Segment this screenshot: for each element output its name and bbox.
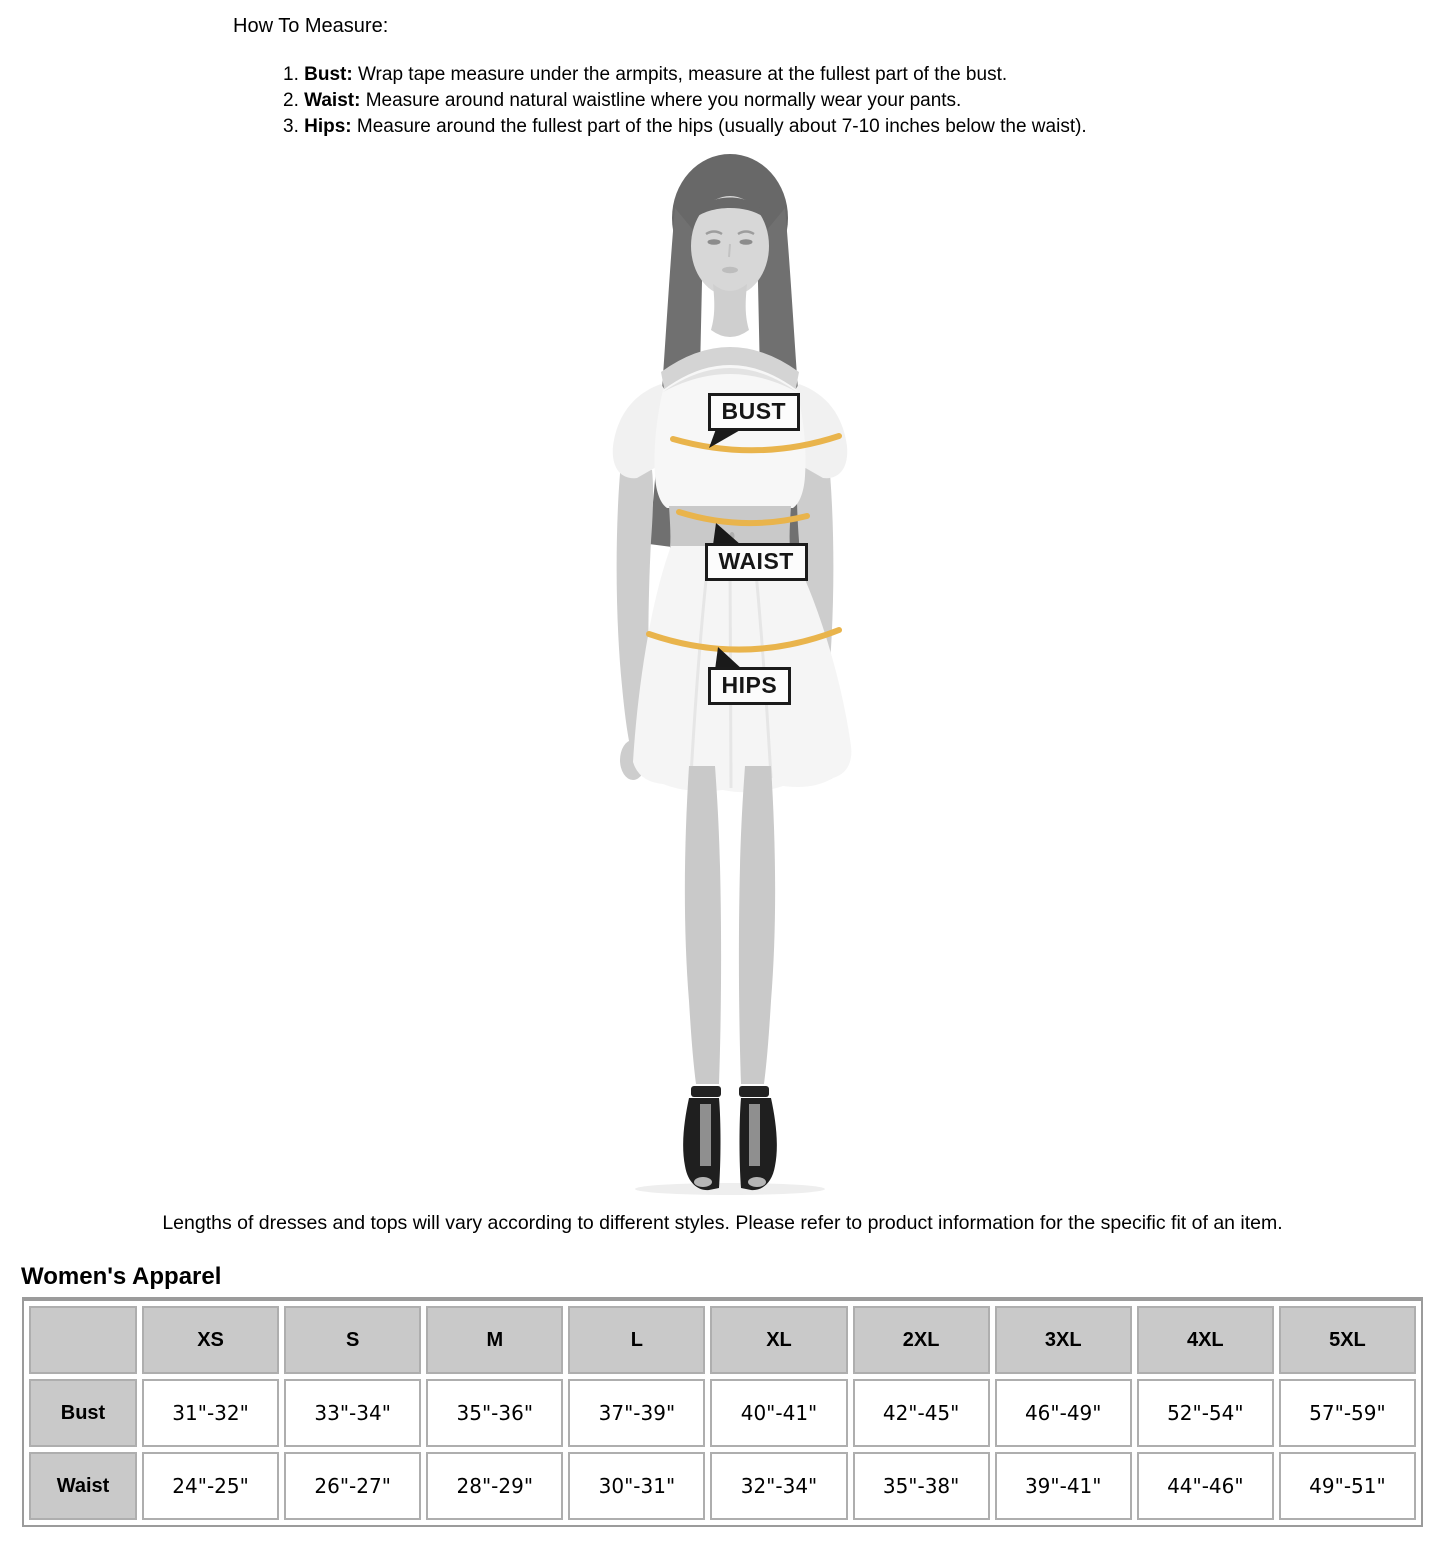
- hips-callout-label: HIPS: [708, 667, 792, 705]
- measure-steps-list: [283, 62, 1445, 140]
- size-value-cell: 28"-29": [426, 1452, 563, 1520]
- size-column-header: 3XL: [995, 1306, 1132, 1374]
- measure-step: 3. Hips: Measure around the fullest part of the hips (usually about 7-10 inches below the waist).: [283, 116, 1087, 137]
- fit-variance-note: Lengths of dresses and tops will vary according to different styles. Please refer to product information for the specific fit of an item.: [162, 1212, 1283, 1234]
- size-chart-title: Women's Apparel: [21, 1263, 222, 1290]
- size-value-cell: 35"-38": [853, 1452, 990, 1520]
- size-value-cell: 44"-46": [1137, 1452, 1274, 1520]
- size-row-label: Bust: [29, 1379, 137, 1447]
- size-value-cell: 33"-34": [284, 1379, 421, 1447]
- bust-callout-label: BUST: [708, 393, 801, 431]
- size-chart-corner-cell: [29, 1306, 137, 1374]
- size-chart-table: [22, 1297, 1423, 1527]
- size-value-cell: 57"-59": [1279, 1379, 1416, 1447]
- size-value-cell: 46"-49": [995, 1379, 1132, 1447]
- measurement-model-figure: [503, 146, 943, 1196]
- size-value-cell: 52"-54": [1137, 1379, 1274, 1447]
- how-to-measure-section: [233, 0, 1445, 140]
- size-value-cell: 39"-41": [995, 1452, 1132, 1520]
- size-column-header: L: [568, 1306, 705, 1374]
- size-value-cell: 31"-32": [142, 1379, 279, 1447]
- size-row-label: Waist: [29, 1452, 137, 1520]
- measure-step: 2. Waist: Measure around natural waistline where you normally wear your pants.: [283, 90, 962, 111]
- size-value-cell: 37"-39": [568, 1379, 705, 1447]
- size-value-cell: 26"-27": [284, 1452, 421, 1520]
- size-column-header: XL: [710, 1306, 847, 1374]
- size-value-cell: 42"-45": [853, 1379, 990, 1447]
- size-column-header: XS: [142, 1306, 279, 1374]
- size-value-cell: 40"-41": [710, 1379, 847, 1447]
- size-chart-row: [29, 1379, 1416, 1447]
- waist-callout-label: WAIST: [705, 543, 808, 581]
- size-column-header: 5XL: [1279, 1306, 1416, 1374]
- size-value-cell: 30"-31": [568, 1452, 705, 1520]
- measure-step: 1. Bust: Wrap tape measure under the armpits, measure at the fullest part of the bust.: [283, 64, 1008, 85]
- size-chart-row: [29, 1452, 1416, 1520]
- size-column-header: S: [284, 1306, 421, 1374]
- size-column-header: M: [426, 1306, 563, 1374]
- how-to-measure-title: How To Measure:: [233, 15, 389, 37]
- size-value-cell: 32"-34": [710, 1452, 847, 1520]
- size-column-header: 4XL: [1137, 1306, 1274, 1374]
- size-value-cell: 35"-36": [426, 1379, 563, 1447]
- size-column-header: 2XL: [853, 1306, 990, 1374]
- size-value-cell: 24"-25": [142, 1452, 279, 1520]
- size-value-cell: 49"-51": [1279, 1452, 1416, 1520]
